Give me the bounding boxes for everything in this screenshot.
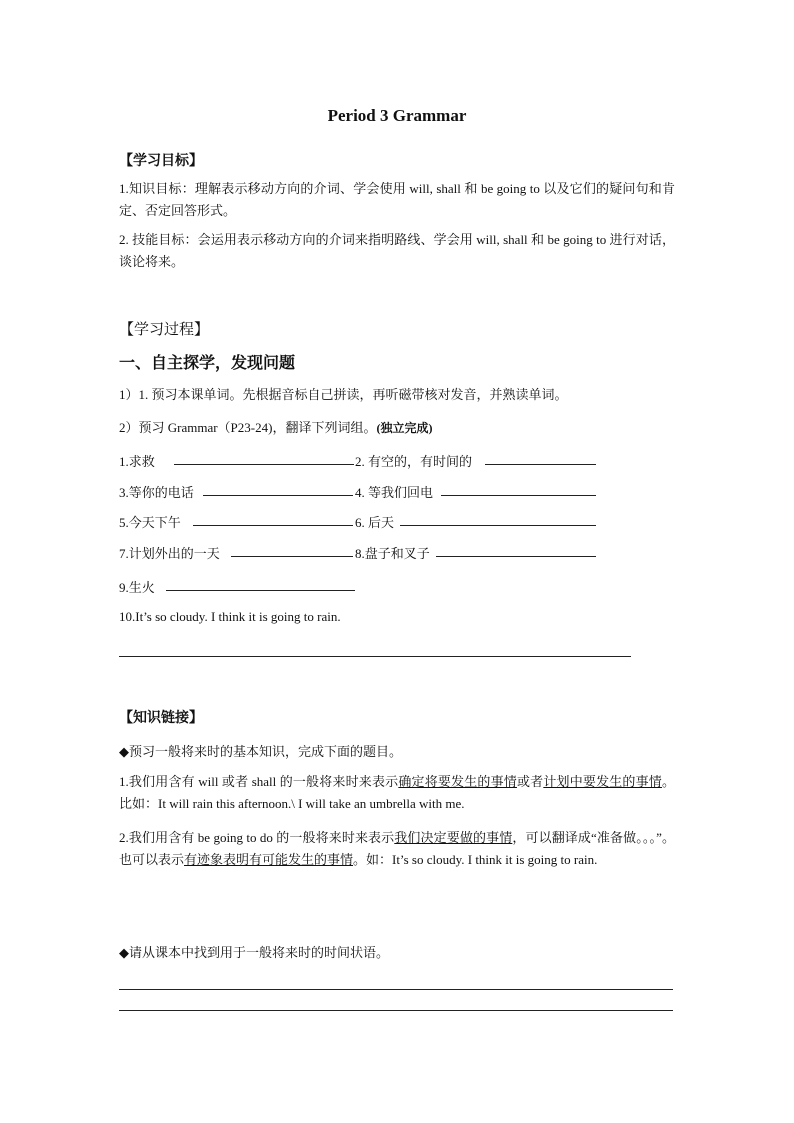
phrase-9-label: 9.生火 bbox=[119, 580, 155, 595]
phrase-7-label: 7.计划外出的一天 bbox=[119, 546, 220, 561]
phrase-3-blank[interactable] bbox=[203, 495, 353, 496]
knowledge-intro: ◆预习一般将来时的基本知识，完成下面的题目。 bbox=[119, 744, 402, 759]
phrase-6-blank[interactable] bbox=[400, 525, 596, 526]
step-2-tag: (独立完成) bbox=[376, 421, 433, 435]
section-1-heading: 一、自主探学，发现问题 bbox=[119, 355, 296, 372]
phrase-9-blank[interactable] bbox=[166, 590, 355, 591]
knowledge-p1-text-b: 或者 bbox=[516, 774, 544, 789]
goal-item-2: 2. 技能目标：会运用表示移动方向的介词来指明路线、学会用 will, shall 和 be going to 进行对话，谈论将来。 bbox=[119, 232, 675, 269]
step-2 bbox=[119, 417, 432, 436]
knowledge-p2-text-b: ，可以翻译成“准备做。。。”。也可以表示 bbox=[119, 830, 675, 867]
knowledge-p1-text-a: 1.我们用含有 will 或者 shall 的一般将来时来表示 bbox=[119, 774, 399, 789]
phrase-2-blank[interactable] bbox=[485, 464, 596, 465]
phrase-3-label: 3.等你的电话 bbox=[119, 485, 194, 500]
knowledge-p2-text-c: 。如：It’s so cloudy. I think it is going to rain. bbox=[353, 852, 598, 867]
phrase-5-blank[interactable] bbox=[193, 525, 353, 526]
knowledge-paragraph-2 bbox=[119, 827, 675, 871]
knowledge-paragraph-1 bbox=[119, 771, 675, 815]
phrase-5-label: 5.今天下午 bbox=[119, 515, 181, 530]
knowledge-p1-text-c: 。比如：It will rain this afternoon.\ I will take an umbrella with me. bbox=[119, 774, 675, 811]
task-answer-line-2[interactable] bbox=[119, 1010, 673, 1011]
phrase-8-label: 8.盘子和叉子 bbox=[355, 546, 430, 561]
knowledge-p2-underline-1: 我们决定要做的事情 bbox=[394, 830, 513, 845]
phrase-7-blank[interactable] bbox=[231, 556, 353, 557]
phrase-1-blank[interactable] bbox=[174, 464, 354, 465]
knowledge-p2-underline-2: 有迹象表明有可能发生的事情 bbox=[184, 852, 354, 867]
knowledge-p2-text-a: 2.我们用含有 be going to do 的一般将来时来表示 bbox=[119, 830, 395, 845]
process-heading: 【学习过程】 bbox=[119, 322, 210, 338]
task-answer-line-1[interactable] bbox=[119, 989, 673, 990]
phrase-8-blank[interactable] bbox=[436, 556, 596, 557]
phrase-6-label: 6. 后天 bbox=[355, 515, 395, 530]
phrase-1-label: 1.求救 bbox=[119, 454, 155, 469]
knowledge-p1-underline-1: 确定将要发生的事情 bbox=[398, 774, 517, 789]
step-1: 1）1. 预习本课单词。先根据音标自己拼读，再听磁带核对发音，并熟读单词。 bbox=[119, 387, 568, 402]
step-2-text: 2）预习 Grammar（P23-24)，翻译下列词组。 bbox=[119, 420, 377, 435]
phrase-4-label: 4. 等我们回电 bbox=[355, 485, 434, 500]
goal-item-1: 1.知识目标：理解表示移动方向的介词、学会使用 will, shall 和 be going to 以及它们的疑问句和肯定、否定回答形式。 bbox=[119, 181, 675, 218]
goals-heading: 【学习目标】 bbox=[119, 154, 203, 169]
page-title: Period 3 Grammar bbox=[327, 106, 467, 125]
knowledge-heading: 【知识链接】 bbox=[119, 711, 203, 726]
knowledge-task: ◆请从课本中找到用于一般将来时的时间状语。 bbox=[119, 945, 389, 960]
sentence-10-answer-line[interactable] bbox=[119, 656, 631, 657]
phrase-4-blank[interactable] bbox=[441, 495, 596, 496]
knowledge-p1-underline-2: 计划中要发生的事情 bbox=[543, 774, 662, 789]
sentence-10: 10.It’s so cloudy. I think it is going to rain. bbox=[119, 609, 341, 624]
phrase-2-label: 2. 有空的，有时间的 bbox=[355, 454, 473, 469]
